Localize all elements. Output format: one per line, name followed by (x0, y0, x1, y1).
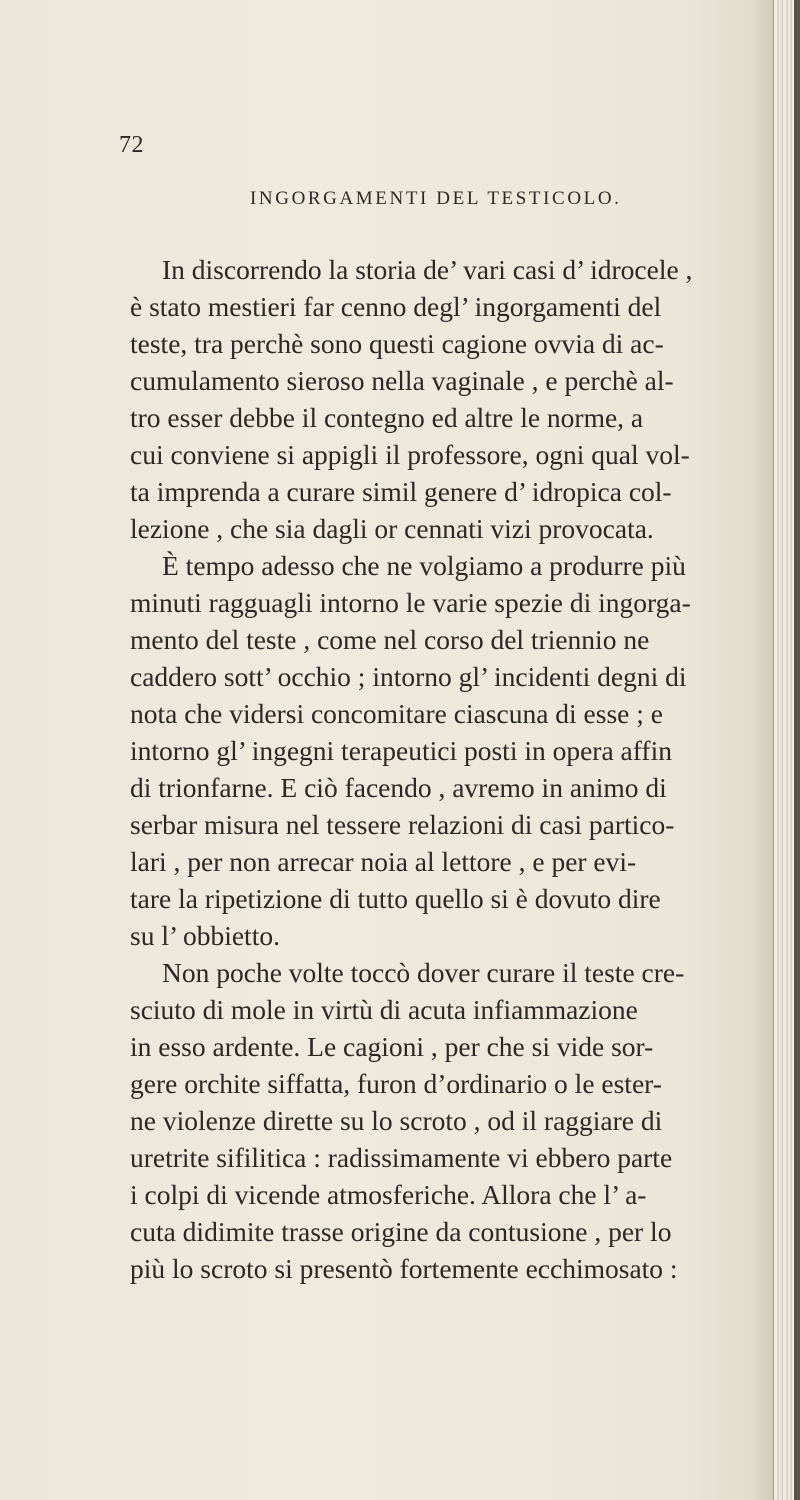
text-line: teste, tra perchè sono questi cagione ovvia di ac- (130, 328, 664, 359)
text-line: serbar misura nel tessere relazioni di casi partico- (130, 809, 675, 840)
text-line: in esso ardente. Le cagioni , per che si vide sor- (130, 1031, 654, 1062)
text-line: lari , per non arrecar noia al lettore , e per evi- (130, 846, 637, 877)
text-line: sciuto di mole in virtù di acuta infiammazione (130, 994, 638, 1025)
text-line: i colpi di vicende atmosferiche. Allora che l’ a- (130, 1179, 647, 1210)
body-text (130, 251, 780, 1287)
text-line: mento del teste , come nel corso del triennio ne (130, 624, 650, 655)
text-line: è stato mestieri far cenno degl’ ingorgamenti del (130, 291, 662, 322)
text-line: Non poche volte toccò dover curare il teste cre- (162, 957, 685, 988)
text-line: In discorrendo la storia de’ vari casi d’ idrocele , (162, 254, 693, 285)
text-line: ta imprenda a curare simil genere d’ idropica col- (130, 476, 672, 507)
text-line: ne violenze dirette su lo scroto , od il raggiare di (130, 1105, 663, 1136)
running-head: INGORGAMENTI DEL TESTICOLO. (250, 188, 622, 209)
text-line: intorno gl’ ingegni terapeutici posti in opera affin (130, 735, 672, 766)
text-line: più lo scroto si presentò fortemente ecchimosato : (130, 1253, 678, 1284)
text-line: gere orchite siffatta, furon d’ordinario o le ester- (130, 1068, 662, 1099)
text-line: tro esser debbe il contegno ed altre le norme, a (130, 402, 644, 433)
text-line: su l’ obbietto. (130, 920, 280, 951)
text-line: cumulamento sieroso nella vaginale , e perchè al- (130, 365, 674, 396)
page-number: 72 (119, 132, 144, 158)
text-line: È tempo adesso che ne volgiamo a produrre più (162, 550, 686, 581)
text-line: cui conviene si appigli il professore, ogni qual vol- (130, 439, 690, 470)
text-line: minuti ragguagli intorno le varie spezie di ingorga- (130, 587, 691, 618)
text-line: caddero sott’ occhio ; intorno gl’ incidenti degni di (130, 661, 687, 692)
text-line: nota che vidersi concomitare ciascuna di esse ; e (130, 698, 663, 729)
text-line: uretrite sifilitica : radissimamente vi ebbero parte (130, 1142, 673, 1173)
binding-shadow (794, 0, 800, 1500)
text-line: lezione , che sia dagli or cennati vizi provocata. (130, 513, 654, 544)
text-line: cuta didimite trasse origine da contusione , per lo (130, 1216, 672, 1247)
text-line: tare la ripetizione di tutto quello si è dovuto dire (130, 883, 661, 914)
text-line: di trionfarne. E ciò facendo , avremo in animo di (130, 772, 667, 803)
